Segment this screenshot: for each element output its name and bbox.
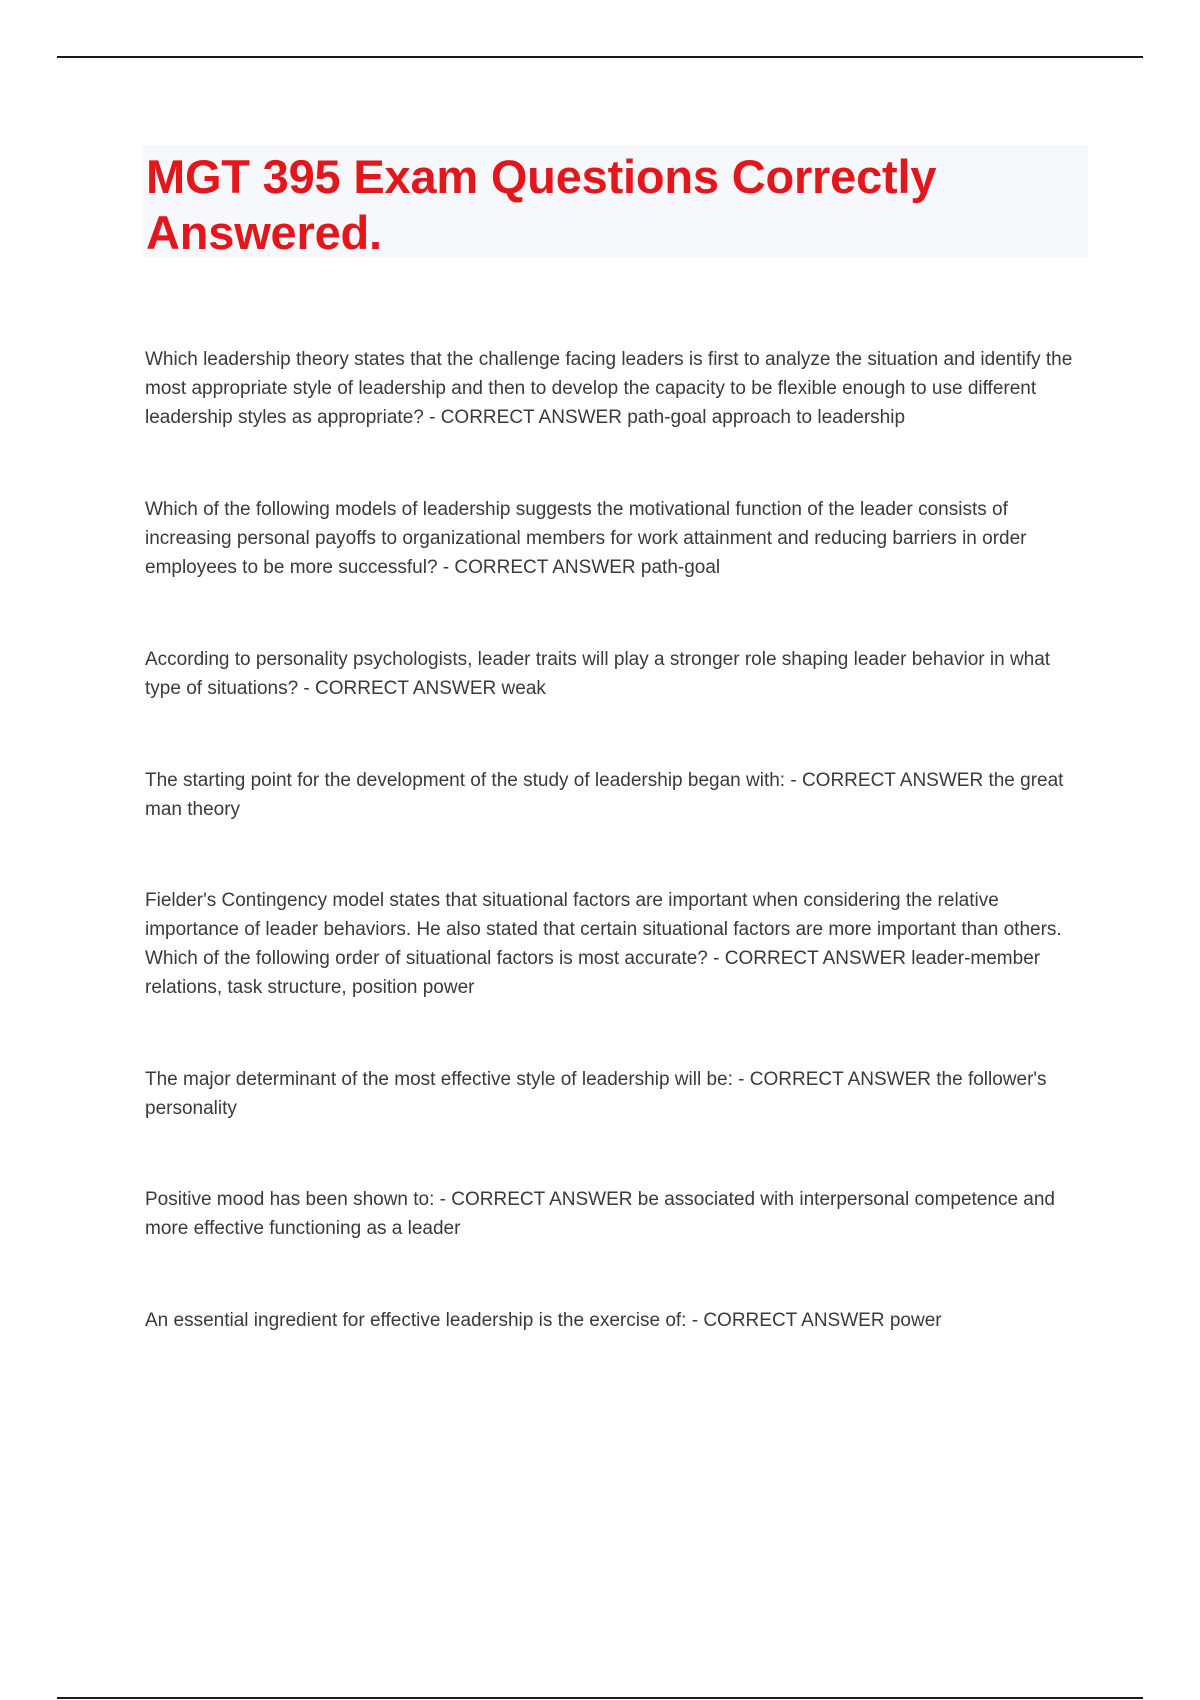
- document-title: MGT 395 Exam Questions Correctly Answered.: [146, 150, 937, 259]
- question-answer-item: Positive mood has been shown to: - CORRECT ANSWER be associated with interpersonal competence and more effective functioning as a leader: [145, 1189, 1055, 1239]
- question-answer-item: Fielder's Contingency model states that situational factors are important when considering the relative importance of leader behaviors. He also stated that certain situational factors are more important than others. Which of the following order of situational factors is most accurate? - CORRECT ANSWER leader-member relations, task structure, position power: [145, 890, 1062, 998]
- question-answer-item: The starting point for the development of the study of leadership began with: - CORRECT ANSWER the great man theory: [145, 770, 1064, 820]
- question-answer-item: According to personality psychologists, leader traits will play a stronger role shaping leader behavior in what type of situations? - CORRECT ANSWER weak: [145, 649, 1051, 699]
- title-block: [143, 145, 1088, 257]
- question-answer-item: Which of the following models of leadership suggests the motivational function of the leader consists of increasing personal payoffs to organizational members for work attainment and reducing barriers in order employees to be more successful? - CORRECT ANSWER path-goal: [145, 499, 1027, 578]
- question-answer-item: The major determinant of the most effective style of leadership will be: - CORRECT ANSWER the follower's personality: [145, 1069, 1047, 1119]
- question-answer-item: An essential ingredient for effective leadership is the exercise of: - CORRECT ANSWER power: [145, 1310, 942, 1331]
- question-answer-item: Which leadership theory states that the challenge facing leaders is first to analyze the situation and identify the most appropriate style of leadership and then to develop the capacity to be flexible enough to use different leadership styles as appropriate? - CORRECT ANSWER path-goal approach to leadership: [145, 349, 1073, 428]
- header-rule: [57, 56, 1143, 58]
- footer-rule: [57, 1697, 1143, 1699]
